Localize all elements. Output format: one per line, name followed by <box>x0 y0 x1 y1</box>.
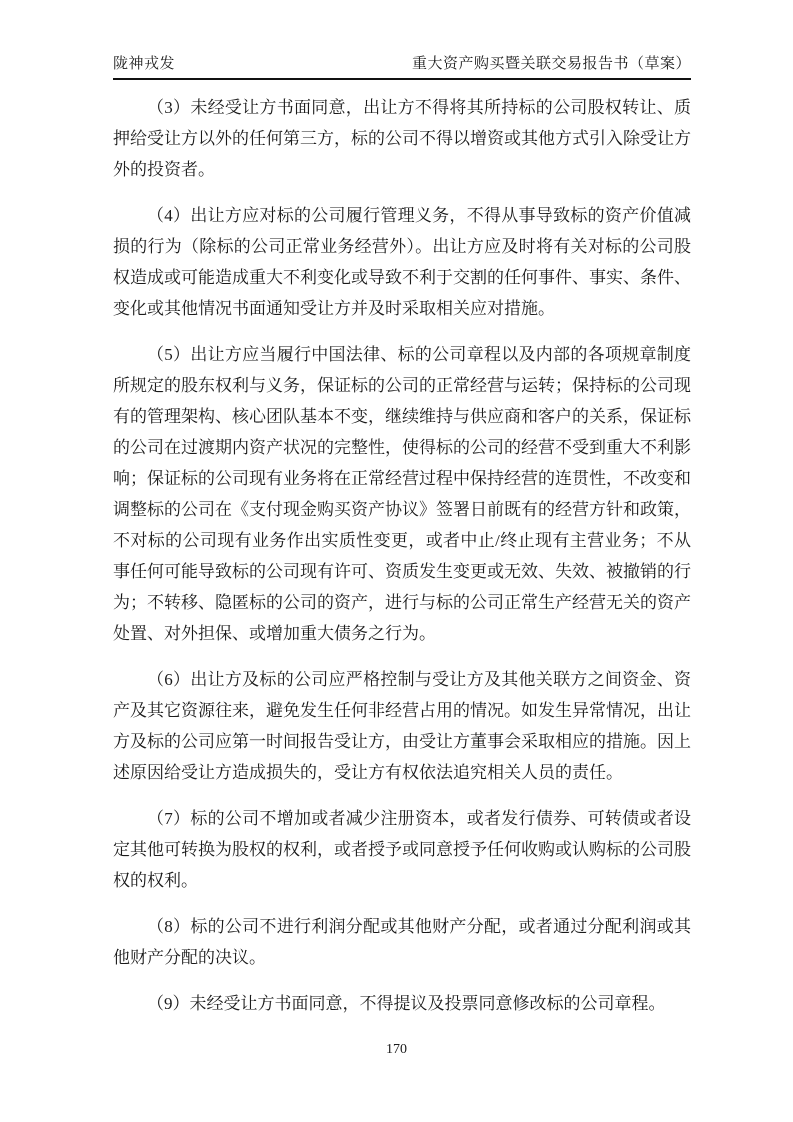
paragraph-6: （6）出让方及标的公司应严格控制与受让方及其他关联方之间资金、资产及其它资源往来，避免发生任何非经营占用的情况。如发生异常情况，出让方及标的公司应第一时间报告受让方，由受让方董事会采取相应的措施。因上述原因给受让方造成损失的，受让方有权依法追究相关人员的责任。 <box>113 670 691 782</box>
paragraph-4: （4）出让方应对标的公司履行管理义务，不得从事导致标的资产价值减损的行为（除标的公司正常业务经营外）。出让方应及时将有关对标的公司股权造成或可能造成重大不利变化或导致不利于交割的任何事件、事实、条件、变化或其他情况书面通知受让方并及时采取相关应对措施。 <box>113 206 691 318</box>
header-report-title: 重大资产购买暨关联交易报告书（草案） <box>411 56 691 72</box>
page-number: 170 <box>386 1042 407 1057</box>
page-header <box>113 52 691 80</box>
document-body <box>113 92 691 1034</box>
paragraph-5: （5）出让方应当履行中国法律、标的公司章程以及内部的各项规章制度所规定的股东权利与义务，保证标的公司的正常经营与运转；保持标的公司现有的管理架构、核心团队基本不变，继续维持与供应商和客户的关系，保证标的公司在过渡期内资产状况的完整性，使得标的公司的经营不受到重大不利影响；保证标的公司现有业务将在正常经营过程中保持经营的连贯性，不改变和调整标的公司在《支付现金购买资产协议》签署日前既有的经营方针和政策，不对标的公司现有业务作出实质性变更，或者中止/终止现有主营业务；不从事任何可能导致标的公司现有许可、资质发生变更或无效、失效、被撤销的行为；不转移、隐匿标的公司的资产，进行与标的公司正常生产经营无关的资产处置、对外担保、或增加重大债务之行为。 <box>113 345 691 643</box>
paragraph-7: （7）标的公司不增加或者减少注册资本，或者发行债券、可转债或者设定其他可转换为股权的权利，或者授予或同意授予任何收购或认购标的公司股权的权利。 <box>113 809 691 890</box>
paragraph-8: （8）标的公司不进行利润分配或其他财产分配，或者通过分配利润或其他财产分配的决议。 <box>113 917 691 967</box>
header-company-name: 陇神戎发 <box>113 56 176 72</box>
paragraph-3: （3）未经受让方书面同意，出让方不得将其所持标的公司股权转让、质押给受让方以外的任何第三方，标的公司不得以增资或其他方式引入除受让方外的投资者。 <box>113 98 691 179</box>
paragraph-9: （9）未经受让方书面同意，不得提议及投票同意修改标的公司章程。 <box>147 994 666 1013</box>
